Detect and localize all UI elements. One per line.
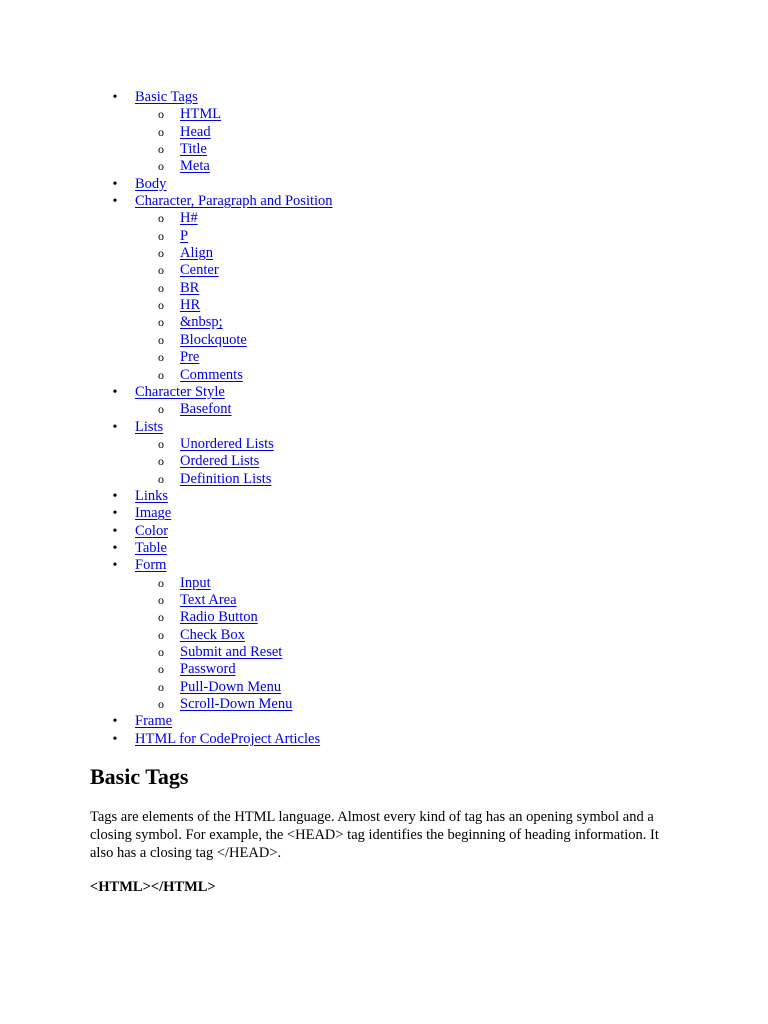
- toc-item: [0, 523, 768, 540]
- circle-bullet-icon: o: [158, 280, 164, 295]
- toc-item: [0, 89, 768, 106]
- toc-link[interactable]: Meta: [180, 158, 210, 175]
- circle-bullet-icon: o: [158, 575, 164, 590]
- toc-link[interactable]: Form: [135, 557, 167, 574]
- toc-subitem: [0, 124, 768, 141]
- toc-link[interactable]: Align: [180, 245, 214, 262]
- toc-subitem: [0, 262, 768, 279]
- toc-subitem: [0, 349, 768, 366]
- toc-item: [0, 557, 768, 574]
- toc-link[interactable]: Comments: [180, 366, 243, 383]
- disc-bullet-icon: •: [112, 714, 118, 730]
- toc-item: [0, 384, 768, 401]
- disc-bullet-icon: •: [112, 731, 118, 747]
- toc-item: [0, 176, 768, 193]
- circle-bullet-icon: o: [158, 627, 164, 642]
- toc-link[interactable]: &nbsp;: [180, 314, 223, 331]
- toc-subitem: [0, 314, 768, 331]
- toc-link[interactable]: HTML for CodeProject Articles: [135, 730, 321, 747]
- toc-subitem: [0, 106, 768, 123]
- toc-link[interactable]: Definition Lists: [180, 470, 272, 487]
- toc-link[interactable]: H#: [180, 210, 198, 227]
- toc-subitem: [0, 471, 768, 488]
- circle-bullet-icon: o: [158, 454, 164, 469]
- toc-link[interactable]: Body: [135, 175, 167, 192]
- circle-bullet-icon: o: [158, 436, 164, 451]
- toc-subitem: [0, 696, 768, 713]
- circle-bullet-icon: o: [158, 350, 164, 365]
- disc-bullet-icon: •: [112, 523, 118, 539]
- code-example: <HTML></HTML>: [90, 879, 216, 895]
- toc-link[interactable]: Pre: [180, 349, 200, 366]
- toc-link[interactable]: Lists: [135, 418, 164, 435]
- circle-bullet-icon: o: [158, 332, 164, 347]
- toc-link[interactable]: Submit and Reset: [180, 644, 283, 660]
- toc-subitem: [0, 679, 768, 696]
- circle-bullet-icon: o: [158, 228, 164, 243]
- toc-link[interactable]: Table: [135, 539, 167, 556]
- toc-subitem: [0, 609, 768, 626]
- toc-subitem: [0, 644, 768, 661]
- toc-item: [0, 731, 768, 748]
- toc-subitem: [0, 141, 768, 158]
- toc-link[interactable]: Head: [180, 123, 211, 140]
- toc-link[interactable]: BR: [180, 279, 200, 296]
- toc-item: [0, 193, 768, 210]
- disc-bullet-icon: •: [112, 384, 118, 400]
- toc-link[interactable]: Basefont: [180, 401, 232, 418]
- toc-link[interactable]: Pull-Down Menu: [180, 678, 282, 695]
- toc-item: [0, 488, 768, 505]
- disc-bullet-icon: •: [112, 419, 118, 435]
- toc-item: [0, 713, 768, 730]
- toc-link[interactable]: HTML: [180, 106, 222, 123]
- disc-bullet-icon: •: [112, 540, 118, 556]
- toc-link[interactable]: Check Box: [180, 626, 245, 643]
- circle-bullet-icon: o: [158, 211, 164, 226]
- circle-bullet-icon: o: [158, 124, 164, 139]
- toc-subitem: [0, 401, 768, 418]
- toc-subitem: [0, 332, 768, 349]
- circle-bullet-icon: o: [158, 107, 164, 122]
- disc-bullet-icon: •: [112, 506, 118, 522]
- toc-subitem: [0, 592, 768, 609]
- toc-link[interactable]: Color: [135, 522, 169, 539]
- toc-subitem: [0, 575, 768, 592]
- toc-link[interactable]: Text Area: [180, 591, 237, 608]
- toc-subitem: [0, 367, 768, 384]
- circle-bullet-icon: o: [158, 159, 164, 174]
- circle-bullet-icon: o: [158, 679, 164, 694]
- toc-subitem: [0, 245, 768, 262]
- circle-bullet-icon: o: [158, 610, 164, 625]
- section-paragraph: Tags are elements of the HTML language. Almost every kind of tag has an opening symbol and a closing symbol. For example, the <HEAD> tag identifies the beginning of heading information. It also has a closing tag </HEAD>.: [90, 809, 659, 861]
- toc-link[interactable]: Basic Tags: [135, 89, 198, 105]
- toc-link[interactable]: Frame: [135, 713, 173, 730]
- toc-link[interactable]: Blockquote: [180, 331, 247, 348]
- circle-bullet-icon: o: [158, 315, 164, 330]
- toc-link[interactable]: Character Style: [135, 383, 225, 400]
- toc-link[interactable]: HR: [180, 297, 201, 314]
- section-heading: Basic Tags: [90, 764, 189, 789]
- circle-bullet-icon: o: [158, 662, 164, 677]
- toc-link[interactable]: Links: [135, 487, 169, 504]
- toc-link[interactable]: Image: [135, 505, 172, 522]
- circle-bullet-icon: o: [158, 263, 164, 278]
- toc-link[interactable]: Title: [180, 141, 207, 158]
- toc-item: [0, 419, 768, 436]
- circle-bullet-icon: o: [158, 298, 164, 313]
- toc-item: [0, 505, 768, 522]
- toc-subitem: [0, 661, 768, 678]
- circle-bullet-icon: o: [158, 697, 164, 712]
- disc-bullet-icon: •: [112, 558, 118, 574]
- disc-bullet-icon: •: [112, 488, 118, 504]
- circle-bullet-icon: o: [158, 471, 164, 486]
- toc-link[interactable]: Radio Button: [180, 609, 258, 626]
- toc-subitem: [0, 436, 768, 453]
- toc-link[interactable]: P: [180, 227, 189, 244]
- circle-bullet-icon: o: [158, 246, 164, 261]
- circle-bullet-icon: o: [158, 592, 164, 607]
- toc-subitem: [0, 627, 768, 644]
- circle-bullet-icon: o: [158, 645, 164, 659]
- toc-item: [0, 540, 768, 557]
- toc-link[interactable]: Center: [180, 262, 219, 279]
- circle-bullet-icon: o: [158, 367, 164, 382]
- disc-bullet-icon: •: [112, 194, 118, 210]
- circle-bullet-icon: o: [158, 142, 164, 157]
- toc-link[interactable]: Scroll-Down Menu: [180, 696, 293, 713]
- toc-subitem: [0, 210, 768, 227]
- toc-subitem: [0, 228, 768, 245]
- toc-link[interactable]: Ordered Lists: [180, 453, 260, 470]
- toc-link[interactable]: Password: [180, 661, 236, 678]
- toc-link[interactable]: Input: [180, 574, 211, 591]
- table-of-contents: [0, 89, 768, 748]
- toc-subitem: [0, 453, 768, 470]
- toc-subitem: [0, 158, 768, 175]
- toc-subitem: [0, 297, 768, 314]
- circle-bullet-icon: o: [158, 402, 164, 417]
- toc-subitem: [0, 280, 768, 297]
- disc-bullet-icon: •: [112, 90, 118, 105]
- disc-bullet-icon: •: [112, 176, 118, 192]
- toc-link[interactable]: Unordered Lists: [180, 435, 274, 452]
- toc-link[interactable]: Character, Paragraph and Position: [135, 193, 333, 210]
